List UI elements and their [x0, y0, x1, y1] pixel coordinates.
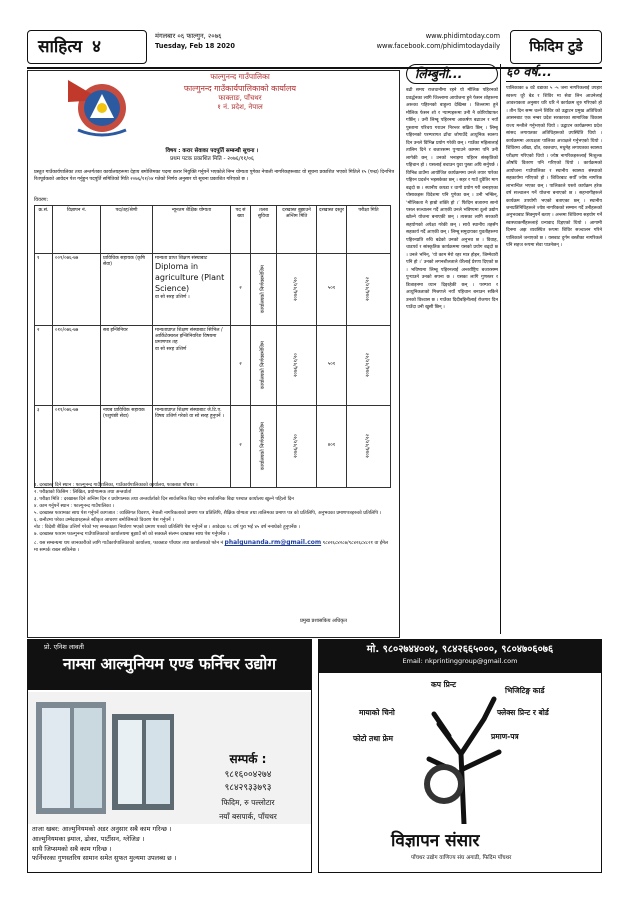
ad-header: [319, 640, 601, 673]
service-line: फर्निचरका गुणस्तरिय सामान समेत सुफत मुल्यमा उपलब्ध छ ।: [32, 854, 177, 863]
ad-owner: प्रो. एनिश लावती: [44, 643, 84, 651]
page-number: ४: [92, 36, 101, 57]
ad-aluminium: [27, 639, 312, 873]
masthead-brand: फिदिम टुडे: [510, 30, 602, 64]
col-sn: क्र.सं.: [35, 206, 53, 254]
note-item: ५. दरखास्त फारामका साथ पेश गर्नुपर्ने कागजात : व्यक्तिगत विवरण, नेपाली नागरिकताको प्रमाण पत्र प्रतिलिपि, शैक्षिक योग्यता तथा तालिमका प्रमाण पत्र को प्रतिलिपि, अनुभवका प्रमाणपत्रहरुको प्रतिलिपि ।: [34, 511, 382, 517]
note-item: २. परीक्षाको किसिम : लिखित, प्रयोगात्मक तथा अन्तर्वार्ता: [34, 490, 132, 496]
service-line: साथै जिप्समको सबै काम गरिन्छ ।: [32, 844, 112, 853]
website-link[interactable]: www.phidimtoday.com: [425, 32, 500, 40]
contact-address: नयाँ बसपार्क, पाँचथर: [219, 811, 277, 821]
cell-post: नायब प्राविधिक सहायक (पशुपंछी सेवा): [101, 406, 153, 488]
salary-text: कार्यालयको निर्णयबमोजिम: [260, 265, 267, 314]
publication-date: प्रथम पटक प्रकाशित मिति - २०७६/११/०६: [170, 156, 254, 163]
cell-exam-date: [347, 326, 391, 406]
exam-date-text: २०७६/११/२२: [365, 353, 372, 378]
cell-salary: [251, 254, 277, 326]
signature: प्रमुख प्रशासकिय अधिकृत: [300, 618, 347, 624]
notice-subject: [32, 147, 392, 164]
service-tag: प्रमाण-पत्र: [491, 732, 519, 741]
ad-phones: मो. ९८०२७४४००४, ९८४२६६५०००, ९८०४७०६०७६: [366, 644, 554, 655]
note-item: मा सम्पर्क राख्न सकिनेछ ।: [34, 548, 80, 554]
article-title: लिम्बुनी...: [406, 64, 498, 84]
qual-text: मान्यताप्राप्त शिक्षण संस्थाबाट सिभिल / आर्किटेक्चरल इन्जिनियरिङ विषयमा प्रमाणपत्र तह: [155, 328, 223, 346]
cell-fee: ५०१: [317, 254, 347, 326]
email-link[interactable]: phalgunanda.rm@gmail.com: [224, 539, 322, 547]
cell-ad-no: ०११/०७६-७७: [53, 406, 101, 488]
cell-sn: १: [35, 254, 53, 326]
cell-sn: २: [35, 326, 53, 406]
col-ad-no: विज्ञापन नं.: [53, 206, 101, 254]
date-english: Tuesday, Feb 18 2020: [155, 41, 235, 50]
ad-services: [28, 824, 312, 872]
qual-highlight: Diploma in agriculture (Plant Science): [155, 262, 225, 293]
note-item: ७. दरखास्त फाराम फाल्गुनन्द गाउँपालिकाको कार्यालयमा बुझाउँ सो को सक्कलै संलग्न दरखास्त साथ पेश गर्नुपर्नेछ ।: [34, 532, 229, 538]
tree-graphic: [389, 674, 539, 824]
cell-exam-date: [347, 406, 391, 488]
service-line: ताजा खबर: आल्मुनियमको अडर अनुसार सबै काम गरिन्छ ।: [32, 825, 172, 833]
qual-text: वा सो सरह उत्तिर्ण: [155, 346, 187, 352]
vacancy-table: [34, 205, 391, 488]
exam-date-text: २०७६/११/२२: [365, 434, 372, 459]
ad-brand: विज्ञापन संसार: [391, 831, 480, 851]
contact-heading: सम्पर्क :: [229, 752, 267, 766]
article-body: पालिकाका ७ वटै वडाका ५ -५ जना नागरिकलाई उपहार स्वरूप धूरै बेड र शिविर मा सेवा लिन आउनेलाई आवश्यकता अनुसार थरि थरि ने कार्यक्रम शुरु गरिएको हो । तीन दिन सम्म चल्ने शिविर को उद्घाटन प्रमुख अतिथिको आसनबाट एक नम्बर प्रदेश सरकारका सामाजिक विकास राज्य मन्त्रीले गर्नुभएको थियो । उद्घाटन कार्यक्रममा प्रदेश सांसद लगायतका अतिथिहरूको उपस्थिति थियो । कार्यक्रममा अध्यक्षता पालिका अध्यक्षले गर्नुभएको थियो । शिविरमा आँखा, दाँत, रक्तचाप, मधुमेह लगायतका स्वास्थ्य परीक्षण गरिएको थियो । ज्येष्ठ नागरिकहरूलाई निःशुल्क औषधि वितरण पनि गरिएको थियो । कार्यक्रमको आयोजना गाउँपालिका र स्थानीय स्वास्थ्य संस्थाको सहकार्यमा गरिएको हो । शिविरबाट सयौँ ज्येष्ठ नागरिक लाभान्वित भएका छन् । पालिकाले यस्तो कार्यक्रम हरेक वर्ष सञ्चालन गर्ने योजना बनाएको छ । सहभागीहरूले कार्यक्रम उपयोगी भएको बताएका छन् । स्थानीय जनप्रतिनिधिहरूले ज्येष्ठ नागरिकको सम्मान गर्दै उनीहरूको अनुभवबाट सिक्नुपर्ने बताए । अन्तमा शिविरमा सहयोग गर्ने स्वास्थ्यकर्मीहरूलाई धन्यवाद दिइएको थियो । आगामी दिनमा अझ व्यवस्थित रूपमा शिविर सञ्चालन गरिने पालिकाले जनाएको छ । यसबाट दुर्गम बस्तीका नागरिकले पनि सहज रूपमा सेवा पाउनेछन् ।: [506, 86, 602, 249]
ad-title: नाम्सा आल्मुनियम एण्ड फर्निचर उद्योग: [63, 655, 276, 674]
municipality-emblem: [58, 72, 146, 142]
note-item: १. दरखास्त दिने स्थान : फाल्गुनन्द गाउँपालिका, गाउँकार्यपालिकाको कार्यालय, फाक्ताङ पाँचथर ।: [34, 483, 198, 488]
table-row: [35, 406, 391, 488]
cell-fee: ५०१: [317, 326, 347, 406]
table-row: [35, 254, 391, 326]
ad-contact: [188, 752, 308, 823]
ad-printing: [318, 639, 602, 873]
exam-date-text: २०७६/११/२२: [365, 277, 372, 302]
last-date-text: २०७६/११/२०: [293, 353, 300, 378]
service-tag: भिजिटिङ्ग कार्ड: [505, 686, 545, 695]
limbuni-article: [406, 64, 498, 632]
facebook-link[interactable]: www.facebook.com/phidimtodaydaily: [376, 41, 500, 50]
note-item: नोट : विदेशी शैक्षिक उत्तिर्ण गरेको भए समकक्षता निर्धारण भएको प्रमाण पत्रको प्रतिलिपि पेश गर्नुपर्ने छ । आवेदक १८ वर्ष पुरा भई ४५ वर्ष ननाघेको हुनुपर्नेछ ।: [34, 525, 301, 531]
cell-salary: [251, 406, 277, 488]
service-tag: फ्लेक्स प्रिन्ट र बोर्ड: [497, 708, 549, 717]
date-nepali: मंगलबार ०६ फाल्गुन, २०७६: [155, 32, 222, 40]
cell-salary: [251, 326, 277, 406]
ad-address: पाँचथर उद्योग वाणिज्य संघ अगाडी, फिदिम पाँचथर: [411, 855, 512, 861]
service-tag: फोटो तथा फ्रेम: [353, 734, 393, 743]
note-item: ४. काम गर्नुपर्ने स्थान : फाल्गुनन्द गाउँपालिका ।: [34, 504, 115, 510]
org-province: १ नं. प्रदेश, नेपाल: [217, 103, 263, 112]
col-exam-date: परीक्षा मिति: [347, 206, 391, 254]
section-title: साहित्य: [38, 36, 83, 57]
ad-body: [28, 692, 312, 824]
note-contact: ९८४२६८४२८७/९८४२६८४८२१ वा ईमेल: [322, 541, 389, 547]
org-heading: [140, 72, 340, 113]
salary-text: कार्यालयको निर्णयबमोजिम: [260, 422, 267, 471]
contact-address: फिदिम, रु पल्लोटार: [221, 797, 275, 807]
service-tag: कप प्रिन्ट: [431, 680, 456, 689]
col-count: पद सं ख्या: [231, 206, 251, 254]
note-phones: ८. यस सम्बन्धमा थप जानकारीको लागि गाउँकार्यपालिकाको कार्यालय, फाक्ताङ पाँचथर तथा कार्यालयको फोन नं: [34, 541, 224, 547]
org-name: फाल्गुनन्द गाउँपालिका: [210, 72, 270, 81]
org-location: फाक्ताङ, पाँचथर: [218, 93, 262, 102]
site-links: [355, 32, 500, 51]
qual-text: वा सो सरह उत्तिर्ण ।: [155, 294, 190, 300]
cell-post: प्राविधिक सहायक (कृषि सेवा): [101, 254, 153, 326]
last-date-text: २०७६/११/२०: [293, 277, 300, 302]
table-header-row: [35, 206, 391, 254]
col-post: पद/तह/श्रेणी: [101, 206, 153, 254]
cell-last-date: [277, 406, 317, 488]
table-row: [35, 326, 391, 406]
cell-count: २: [231, 326, 251, 406]
cell-ad-no: ००९/०७६-७७: [53, 254, 101, 326]
column-divider: [500, 64, 501, 634]
service-tag: मायाको चिनो: [359, 708, 395, 717]
col-last-date: दरखास्त बुझाउने अन्तिम मिति: [277, 206, 317, 254]
cell-count: २: [231, 406, 251, 488]
notice-notes: [34, 482, 394, 554]
col-salary: तलब सुविधा: [251, 206, 277, 254]
note-item: ६. छनौटमा परेका उम्मेदवारहरूले स्वीकृत आचरण बमोजिमको विवरण पेश गर्नुपर्ने ।: [34, 518, 174, 524]
cell-qualification: [153, 254, 231, 326]
cell-ad-no: ०१०/०७६-७७: [53, 326, 101, 406]
article-title: ६० वर्ष...: [506, 64, 602, 82]
cell-fee: ४०१: [317, 406, 347, 488]
notice-intro: प्रस्तुत गाउँकार्यपालिका तथा अन्तर्गतका कार्यालयहरूमा देहाय बमोजिमका पदमा करार नियुक्ति गर्नुपर्ने भएकोले निम्न योग्यता पुगेका नेपाली नागरिकहरूबाट यो सूचना प्रकाशित भएको मितिले १५ (पन्ध्र) दिनभित्र रितपूर्वकको आवेदन पेश गर्नुहुन पदपूर्ति समितिको मिति २०७६/११/०४ गतेको निर्णय अनुसार यो सूचना प्रकाशित गरिएको छ ।: [34, 170, 394, 182]
table-label: विवरण:: [34, 197, 49, 203]
cell-exam-date: [347, 254, 391, 326]
col-qualification: न्यूनतम शैक्षिक योग्यता: [153, 206, 231, 254]
cell-count: २: [231, 254, 251, 326]
last-date-text: २०७६/११/२०: [293, 434, 300, 459]
cell-post: सब इन्जिनियर: [101, 326, 153, 406]
sixty-article: [506, 64, 602, 630]
window-product-image: [32, 694, 182, 822]
contact-phone: ९८१६००४२७४: [224, 769, 272, 780]
salary-text: कार्यालयको निर्णयबमोजिम: [260, 341, 267, 390]
subject-line: विषय : करार सेवाका पदपूर्ति सम्बन्धी सूचना ।: [165, 148, 259, 154]
cell-last-date: [277, 254, 317, 326]
contact-phone: ९८४२९३३७९३: [224, 783, 272, 794]
org-office: फाल्गुनन्द गाउँकार्यपालिकाको कार्यालय: [183, 83, 297, 93]
cell-qualification: [153, 326, 231, 406]
section-header: [27, 30, 147, 64]
cell-last-date: [277, 326, 317, 406]
qual-text: मान्यता प्राप्त शिक्षण संस्थाबाट: [155, 256, 208, 261]
note-item: ३. परीक्षा मिति : दरखास्त दिने अन्तिम दिन र प्रयोगात्मक तथा अन्तर्वार्ताको दिन सार्वजनिक बिदा परेमा सार्वजनिक बिदा पश्चात कार्यालय खुल्ने पहिलो दिन: [34, 497, 294, 503]
service-line: आल्मुनियमका झ्याल, ढोका, पार्टीसन, ग्लेजिङ ।: [32, 834, 145, 843]
cell-qualification: [153, 406, 231, 488]
ad-email: Email: nkprintinggroup@gmail.com: [402, 657, 518, 665]
ad-header: [28, 640, 311, 690]
col-fee: दरखास्त दस्तुर: [317, 206, 347, 254]
qual-text: मान्यताप्राप्त शिक्षण संस्थाबाट जे.टि.ए. विषय उत्तिर्ण गरेको वा सो सरह हुनुपर्ने ।: [155, 408, 224, 420]
issue-date: [155, 32, 235, 51]
article-body: बढी समय राजधानीमा रहने यो मौलिक पहिरनको प्रवर्द्धनका लागि जिल्लामा आयोजना हुने फेसन शोहरूमा अरूका पहिरनको बाहुल्य देखिन्छ । जिल्लामा हुने मौलिक फेसन शो र ऱ्याम्पहरूमा उनी नै कोरियोग्राफर गर्छिन् । उनी लिम्बू पहिरनमा आकर्षण बढाउन र नयाँ पुस्तामा परिचय गराउन निरन्तर सक्रिय छिन् । लिम्बू पहिरनको परम्परागत ढाँचा जोगाउँदै आधुनिक स्वरूप दिन उनले विभिन्न प्रयोग गरेकी छन् । गाउँका महिलालाई तालिम दिने र बजारसम्म पुर्‍याउने काममा पनि उनी लागेकी छन् । उनको भनाइमा पहिरन संस्कृतिको पहिचान हो । यसलाई बचाउन युवा पुस्ता अघि सर्नुपर्छ । विभिन्न ठाउँमा आयोजित कार्यक्रममा उनले तयार पारेका पहिरन प्रदर्शन भइसकेका छन् । सहर र गाउँ दुवैतिर माग बढ्दो छ । स्थानीय कपडा र धागो प्रयोग गरी बनाइएका पोसाकहरू विदेशमा पनि पुगेका छन् । उनी भन्छिन्, ‘मौलिकता नै हाम्रो शक्ति हो ।’ फिदिम बजारमा सानो पसल सञ्चालन गर्दै आएकी उनले भविष्यमा ठूलो उद्योग खोल्ने योजना बनाएकी छन् । त्यसका लागि सरकारी सहयोगको अपेक्षा गरेकी छन् । साथै स्थानीय तहसँग सहकार्य गर्दै आएकी छन् । लिम्बू समुदायका युवतीहरूमा पहिरनप्रति रुचि बढेको उनको अनुभव छ । विवाह, चाडपर्व र सांस्कृतिक कार्यक्रममा यसको प्रयोग बढ्दो छ । उनले भनिन्, ‘यो काम मेरो रहर मात्र होइन, जिम्मेवारी पनि हो ।’ उनको लगनशीलताले धेरैलाई प्रेरणा दिएको छ । भविष्यमा लिम्बू पहिरनलाई अन्तर्राष्ट्रिय बजारसम्म पुर्‍याउने उनको सपना छ । यसका लागि गुणस्तर र डिजाइनमा ध्यान दिइरहेकी छन् । परम्परा र आधुनिकताको मिश्रणले नयाँ पहिचान बनाउन सकिने उनको विश्वास छ । गाउँका दिदीबहिनीलाई रोजगार दिन पाउँदा उनी खुसी छिन् ।: [406, 88, 498, 311]
note-item: [34, 538, 394, 547]
cell-sn: ३: [35, 406, 53, 488]
